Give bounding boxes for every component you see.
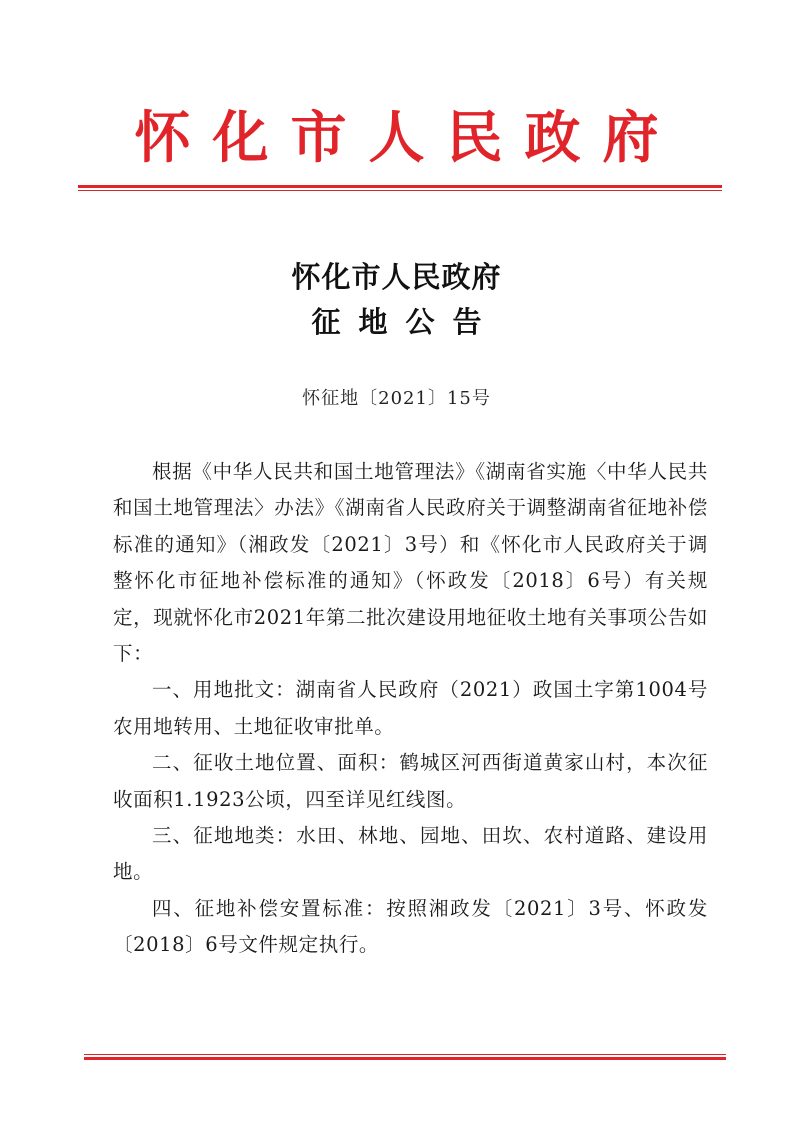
issuer-masthead: 怀化市人民政府	[134, 105, 681, 171]
footer-divider	[84, 1054, 726, 1060]
document-body	[113, 454, 708, 964]
intro-paragraph: 根据《中华人民共和国土地管理法》《湖南省实施〈中华人民共和国土地管理法〉办法》《湖南省人民政府关于调整湖南省征地补偿标准的通知》（湘政发〔2021〕3号）和《怀化市人民政府关于调整怀化市征地补偿标准的通知》（怀政发〔2018〕6号）有关规定，现就怀化市2021年第二批次建设用地征收土地有关事项公告如下：	[113, 460, 708, 666]
item-location-area: 二、征收土地位置、面积：鹤城区河西街道黄家山村，本次征收面积1.1923公顷，四至详见红线图。	[113, 751, 708, 811]
item-approval-document: 一、用地批文：湖南省人民政府（2021）政国土字第1004号农用地转用、土地征收审批单。	[113, 678, 708, 738]
item-land-types: 三、征地地类：水田、林地、园地、田坎、农村道路、建设用地。	[113, 824, 708, 884]
document-title-issuer: 怀化市人民政府	[291, 260, 502, 294]
masthead-divider	[78, 185, 722, 191]
item-compensation-standard: 四、征地补偿安置标准：按照湘政发〔2021〕3号、怀政发〔2018〕6号文件规定执行。	[113, 896, 708, 957]
document-number: 怀征地〔2021〕15号	[302, 388, 491, 409]
document-title-type: 征地公告	[311, 305, 500, 339]
